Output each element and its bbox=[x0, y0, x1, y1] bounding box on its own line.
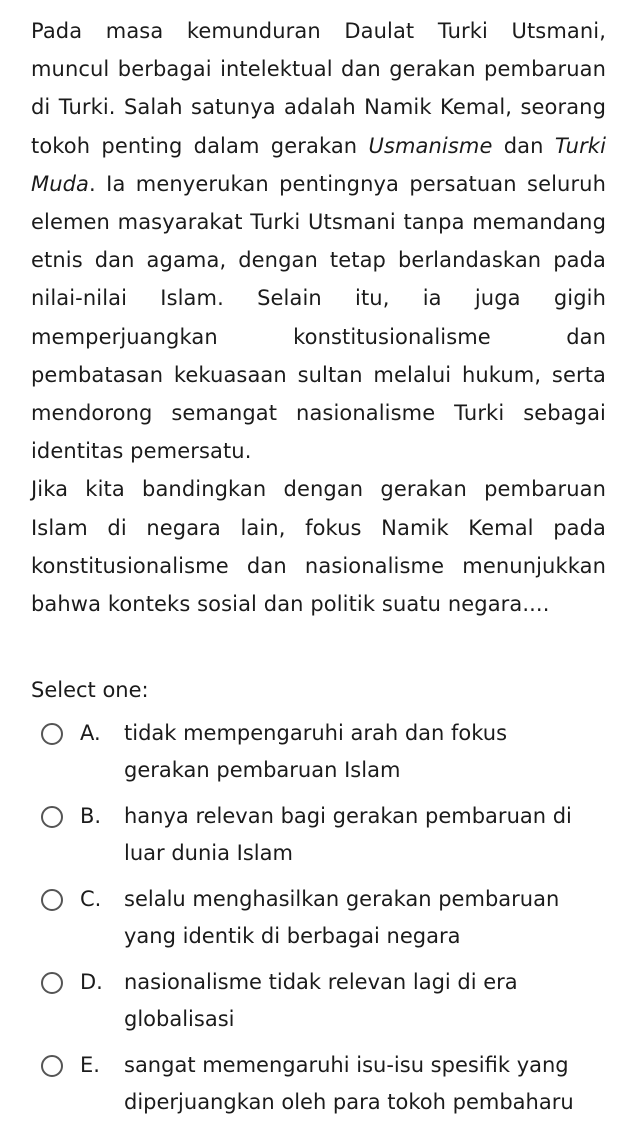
question-text-part-1: Pada masa kemunduran Daulat Turki Utsmani, muncul berbagai intelektual dan gerakan pembaruan di Turki. Salah satunya adalah Namik Kemal, seorang tokoh penting dalam gerakan bbox=[31, 19, 606, 158]
question-text bbox=[31, 12, 606, 623]
option-letter: A. bbox=[80, 721, 101, 746]
select-one-label: Select one: bbox=[31, 678, 149, 703]
term-usmanisme: Usmanisme bbox=[368, 133, 493, 158]
option-text: hanya relevan bagi gerakan pembaruan di luar dunia Islam bbox=[124, 804, 572, 866]
radio-b[interactable] bbox=[41, 806, 63, 828]
radio-c[interactable] bbox=[41, 889, 63, 911]
question-text-part-2: dan bbox=[492, 133, 555, 158]
option-a[interactable] bbox=[41, 715, 606, 789]
option-letter: B. bbox=[80, 804, 102, 829]
option-text: sangat memengaruhi isu-isu spesifik yang diperjuangkan oleh para tokoh pembaharu bbox=[124, 1053, 574, 1115]
option-letter: E. bbox=[80, 1053, 100, 1078]
option-text: selalu menghasilkan gerakan pembaruan yang identik di berbagai negara bbox=[124, 887, 560, 949]
question-paragraph-2: Jika kita bandingkan dengan gerakan pembaruan Islam di negara lain, fokus Namik Kemal pada konstitusionalisme dan nasionalisme menunjukkan bahwa konteks sosial dan politik suatu negara.... bbox=[31, 477, 606, 617]
option-c[interactable] bbox=[41, 881, 606, 955]
radio-e[interactable] bbox=[41, 1055, 63, 1077]
option-d[interactable] bbox=[41, 964, 606, 1038]
option-b[interactable] bbox=[41, 798, 606, 872]
option-text: tidak mempengaruhi arah dan fokus gerakan pembaruan Islam bbox=[124, 721, 508, 783]
option-letter: D. bbox=[80, 970, 103, 995]
option-e[interactable] bbox=[41, 1047, 606, 1121]
option-letter: C. bbox=[80, 887, 102, 912]
radio-d[interactable] bbox=[41, 972, 63, 994]
option-text: nasionalisme tidak relevan lagi di era globalisasi bbox=[124, 970, 518, 1032]
answer-options bbox=[31, 715, 606, 1121]
question-paragraph-1 bbox=[31, 12, 606, 470]
question-text-part-3: . Ia menyerukan pentingnya persatuan seluruh elemen masyarakat Turki Utsmani tanpa memandang etnis dan agama, dengan tetap berlandaskan pada nilai-nilai Islam. Selain itu, ia juga gigih memperjuangkan konstitusionalisme dan pembatasan kekuasaan sultan melalui hukum, serta mendorong semangat nasionalisme Turki sebagai identitas pemersatu. bbox=[31, 171, 606, 464]
radio-a[interactable] bbox=[41, 723, 63, 745]
term-turki-muda: Turki Muda bbox=[31, 133, 606, 196]
